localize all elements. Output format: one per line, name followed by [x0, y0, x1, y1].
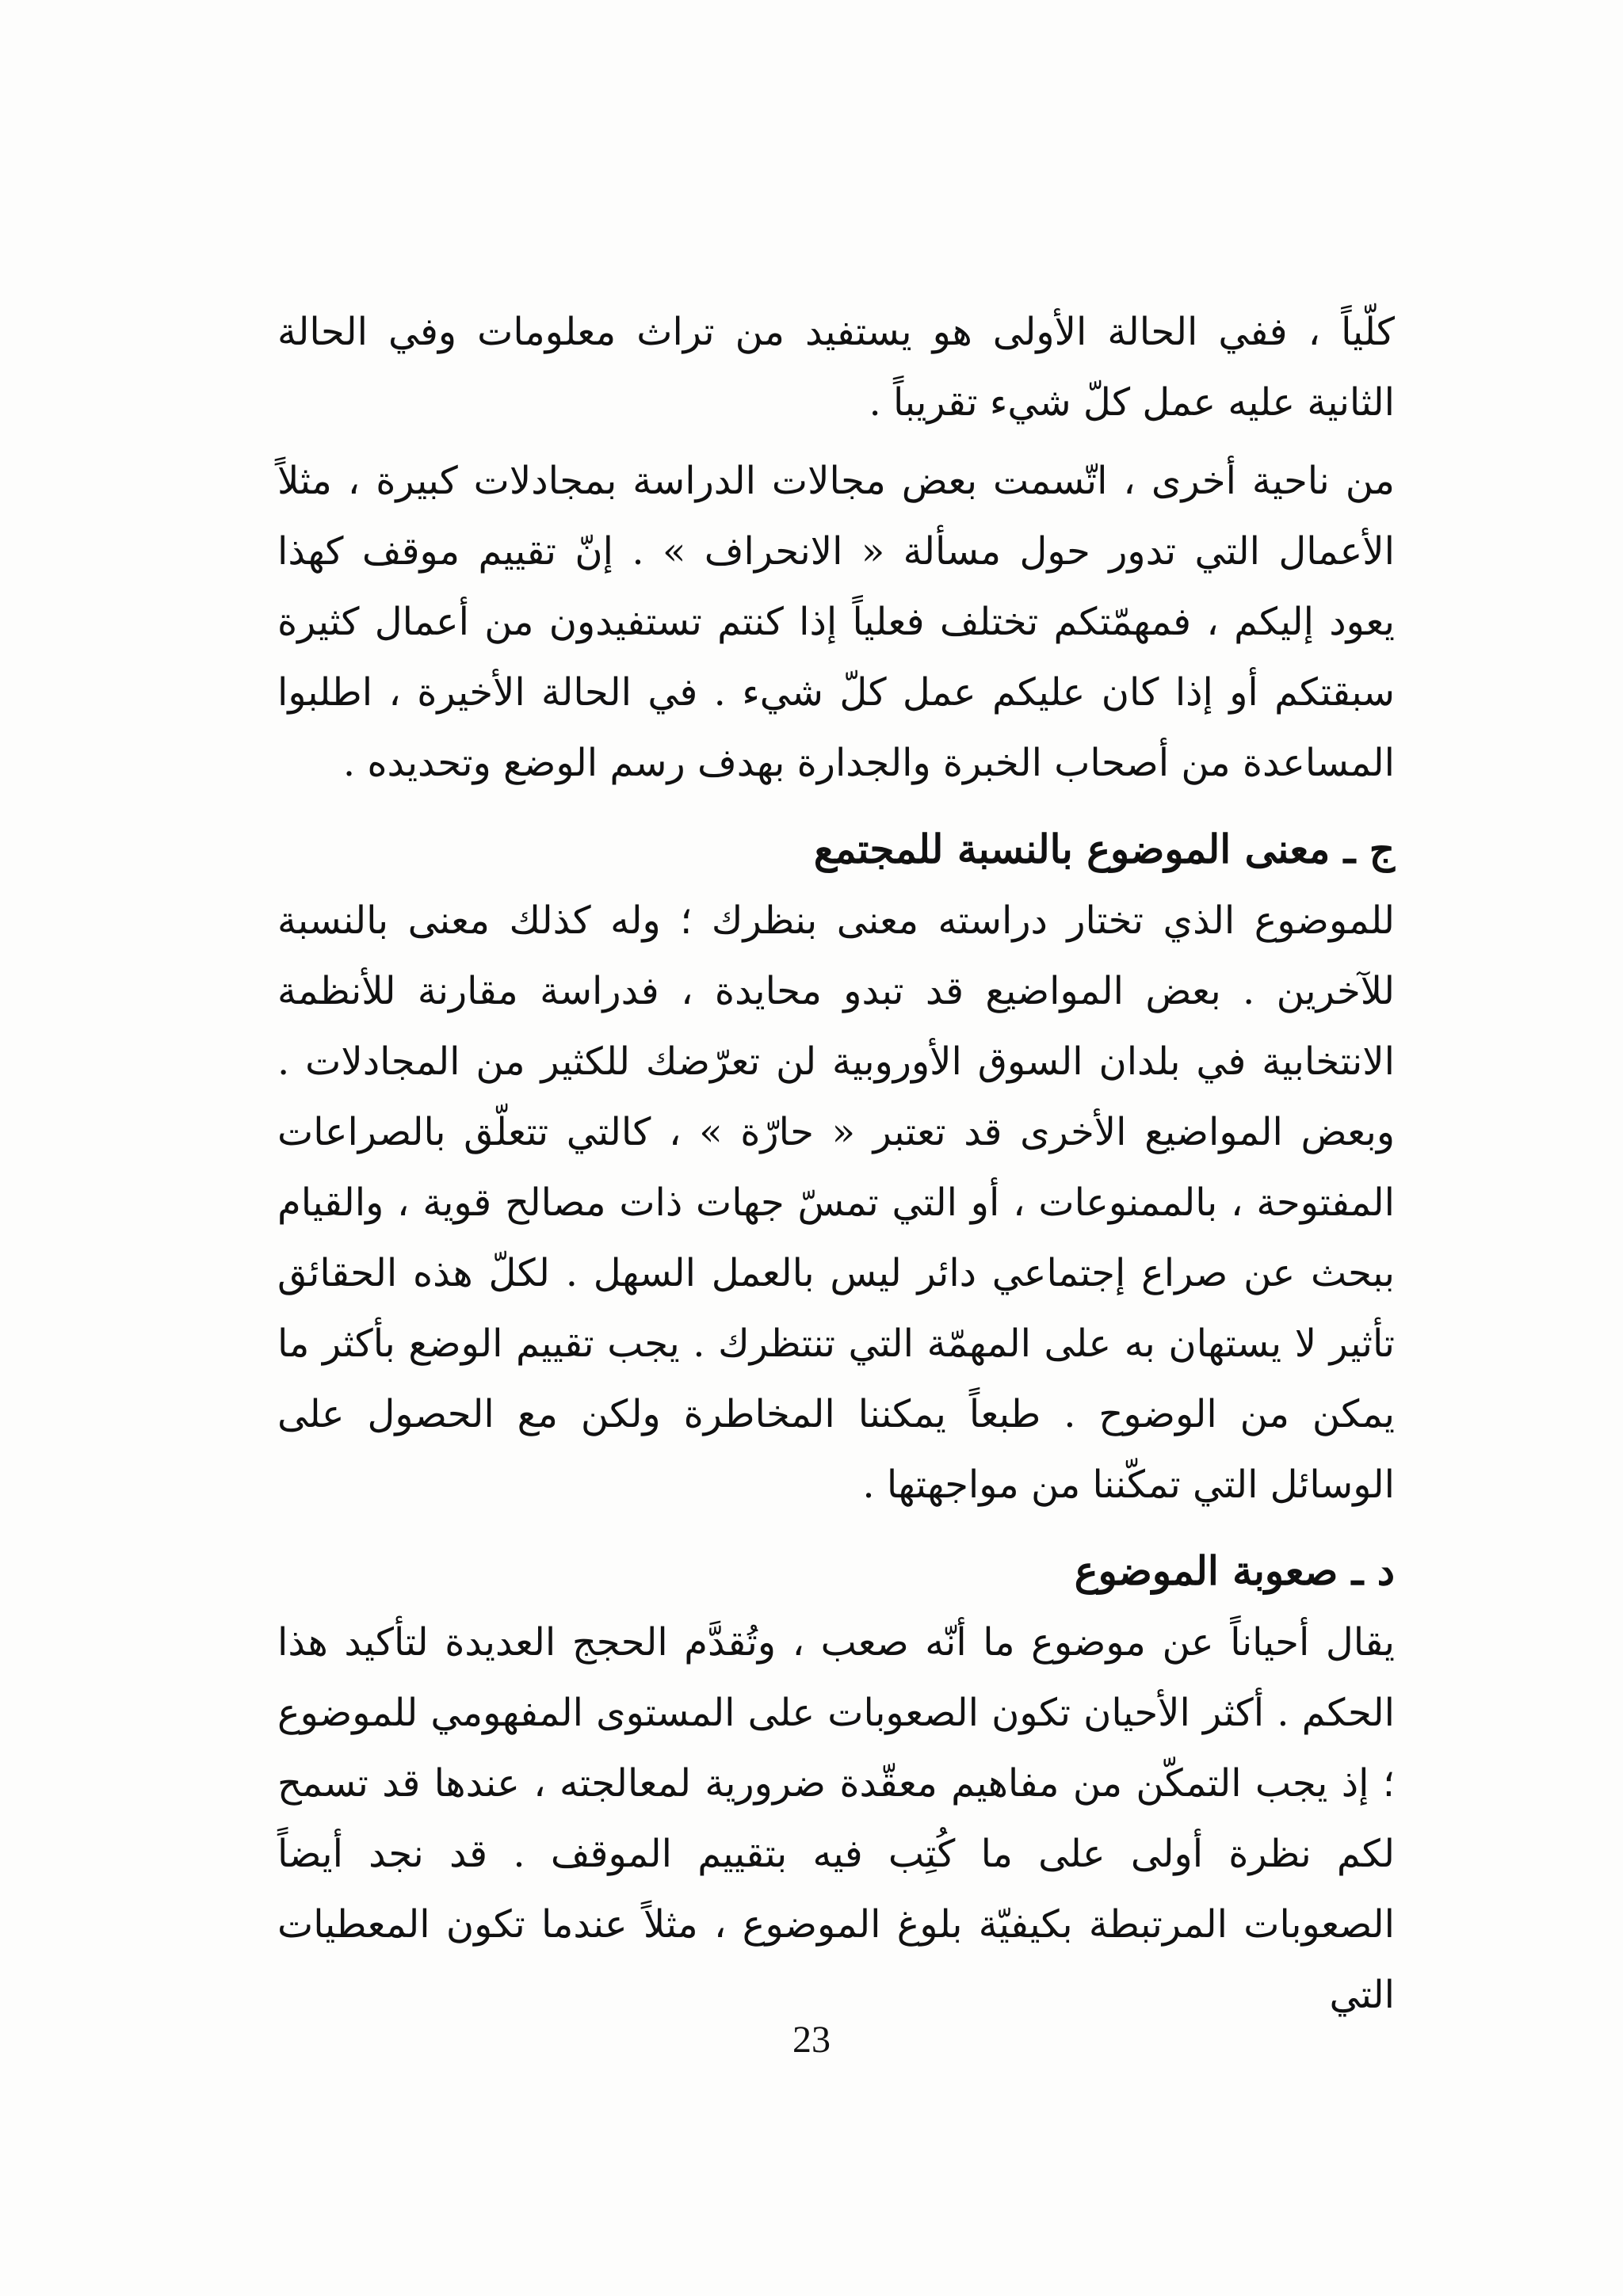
- paragraph-difficulty: يقال أحياناً عن موضوع ما أنّه صعب ، وتُقدَّم الحجج العديدة لتأكيد هذا الحكم . أكثر الأحيان تكون الصعوبات على المستوى المفهومي للموضوع ؛ إذ يجب التمكّن من مفاهيم معقّدة ضرورية لمعالجته ، عندها قد تسمح لكم نظرة أولى على ما كُتِب فيه بتقييم الموقف . قد نجد أيضاً الصعوبات المرتبطة بكيفيّة بلوغ الموضوع ، مثلاً عندما تكون المعطيات التي: [277, 1620, 1395, 2017]
- section-heading-c: ج ـ معنى الموضوع بالنسبة للمجتمع: [813, 826, 1395, 872]
- paragraph-social-meaning: للموضوع الذي تختار دراسته معنى بنظرك ؛ وله كذلك معنى بالنسبة للآخرين . بعض المواضيع قد تبدو محايدة ، فدراسة مقارنة للأنظمة الانتخابية في بلدان السوق الأوروبية لن تعرّضك للكثير من المجادلات . وبعض المواضيع الأخرى قد تعتبر « حارّة » ، كالتي تتعلّق بالصراعات المفتوحة ، بالممنوعات ، أو التي تمسّ جهات ذات مصالح قوية ، والقيام ببحث عن صراع إجتماعي دائر ليس بالعمل السهل . لكلّ هذه الحقائق تأثير لا يستهان به على المهمّة التي تنتظرك . يجب تقييم الوضع بأكثر ما يمكن من الوضوح . طبعاً يمكننا المخاطرة ولكن مع الحصول على الوسائل التي تمكّننا من مواجهتها .: [277, 898, 1396, 1507]
- paragraph-continuation: كلّياً ، ففي الحالة الأولى هو يستفيد من تراث معلومات وفي الحالة الثانية عليه عمل كلّ شيء تقريباً .: [277, 310, 1395, 425]
- page-body-text: [277, 297, 1395, 2031]
- paragraph-controversy: من ناحية أخرى ، اتّسمت بعض مجالات الدراسة بمجادلات كبيرة ، مثلاً الأعمال التي تدور حول مسألة « الانحراف » . إنّ تقييم موقف كهذا يعود إليكم ، فمهمّتكم تختلف فعلياً إذا كنتم تستفيدون من أعمال كثيرة سبقتكم أو إذا كان عليكم عمل كلّ شيء . في الحالة الأخيرة ، اطلبوا المساعدة من أصحاب الخبرة والجدارة بهدف رسم الوضع وتحديده .: [277, 459, 1395, 785]
- section-heading-d: د ـ صعوبة الموضوع: [1074, 1547, 1395, 1594]
- page-number: 23: [792, 2019, 831, 2061]
